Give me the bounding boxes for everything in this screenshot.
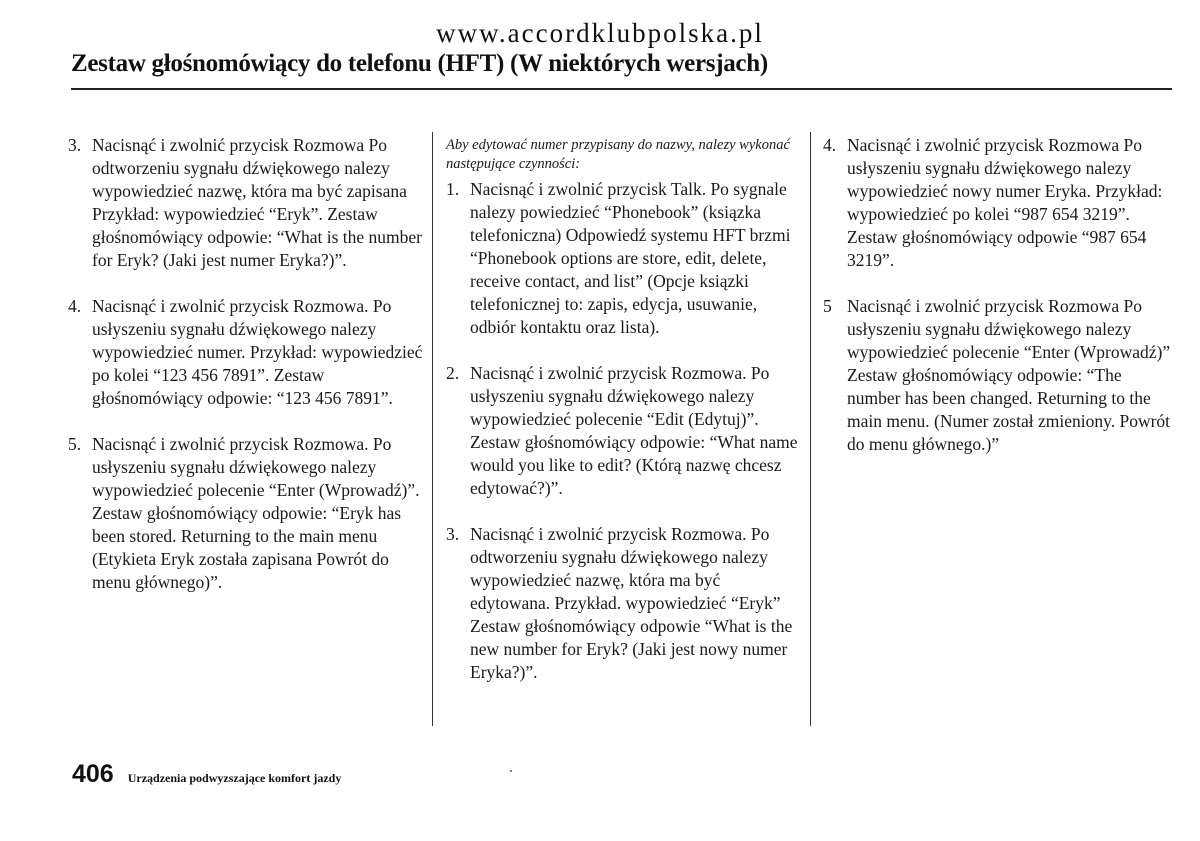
column-divider-left: [432, 132, 433, 726]
page-title: Zestaw głośnomówiący do telefonu (HFT) (W niektórych wersjach): [71, 50, 768, 77]
step-item: [68, 433, 423, 594]
step-text: Nacisnąć i zwolnić przycisk Rozmowa Po usłyszeniu sygnału dźwiękowego nalezy wypowiedzieć polecenie “Enter (Wprowadź)” Zestaw głośnomówiący odpowie: “The number has been changed. Returning to the main menu. (Numer został zmieniony. Powrót do menu głównego.)”: [847, 296, 1171, 454]
speck-mark: [510, 770, 512, 772]
step-number: 4.: [68, 296, 82, 316]
column-divider-right: [810, 132, 811, 726]
step-number: 5: [823, 296, 832, 316]
step-number: 1.: [446, 179, 460, 199]
step-text: Nacisnąć i zwolnić przycisk Rozmowa. Po usłyszeniu sygnału dźwiękowego nalezy wypowiedzieć polecenie “Enter (Wprowadź)”. Zestaw głośnomówiący odpowie: “Eryk has been stored. Returning to the main menu (Etykieta Eryk została zapisana Powrót do menu głównego)”.: [92, 434, 420, 592]
column-middle: [446, 134, 801, 707]
step-item: [823, 295, 1178, 456]
step-item: [446, 178, 801, 339]
step-number: 5.: [68, 434, 82, 454]
page-number: 406: [72, 760, 114, 788]
column-right: [823, 134, 1178, 479]
step-number: 3.: [68, 135, 82, 155]
column-left: [68, 134, 423, 617]
page-footer: [72, 760, 341, 789]
step-number: 3.: [446, 524, 460, 544]
step-text: Nacisnąć i zwolnić przycisk Rozmowa Po usłyszeniu sygnału dźwiękowego nalezy wypowiedzieć nowy numer Eryka. Przykład: wypowiedzieć po kolei “987 654 3219”. Zestaw głośnomówiący odpowie “987 654 3219”.: [847, 135, 1163, 270]
step-item: [823, 134, 1178, 272]
step-item: [68, 295, 423, 410]
step-item: [68, 134, 423, 272]
edit-intro: Aby edytować numer przypisany do nazwy, nalezy wykonać następujące czynności:: [446, 137, 790, 172]
step-number: 4.: [823, 135, 837, 155]
step-number: 2.: [446, 363, 460, 383]
step-item: [446, 362, 801, 500]
step-text: Nacisnąć i zwolnić przycisk Rozmowa. Po usłyszeniu sygnału dźwiękowego nalezy wypowiedzieć numer. Przykład: wypowiedzieć po kolei “123 456 7891”. Zestaw głośnomówiący odpowie: “123 456 7891”.: [92, 296, 423, 408]
step-text: Nacisnąć i zwolnić przycisk Talk. Po sygnale nalezy powiedzieć “Phonebook” (ksiązka telefoniczna) Odpowiedź systemu HFT brzmi “Phonebook options are store, edit, delete, receive contact, and list” (Opcje ksiązki telefonicznej to: zapis, edycja, usuwanie, odbiór kontaktu oraz lista).: [470, 179, 791, 337]
step-text: Nacisnąć i zwolnić przycisk Rozmowa. Po usłyszeniu sygnału dźwiękowego nalezy wypowiedzieć polecenie “Edit (Edytuj)”. Zestaw głośnomówiący odpowie: “What name would you like to edit? (Którą nazwę chcesz edytować?)”.: [470, 363, 798, 498]
section-name: Urządzenia podwyzszające komfort jazdy: [127, 771, 342, 785]
title-divider: [71, 88, 1172, 90]
step-item: [446, 523, 801, 684]
step-text: Nacisnąć i zwolnić przycisk Rozmowa. Po odtworzeniu sygnału dźwiękowego nalezy wypowiedzieć nazwę, która ma być edytowana. Przykład. wypowiedzieć “Eryk” Zestaw głośnomówiący odpowie “What is the new number for Eryk? (Jaki jest nowy numer Eryka?)”.: [470, 524, 793, 682]
site-url: www.accordklubpolska.pl: [436, 18, 764, 48]
step-text: Nacisnąć i zwolnić przycisk Rozmowa Po odtworzeniu sygnału dźwiękowego nalezy wypowiedzieć nazwę, która ma być zapisana Przykład: wypowiedzieć “Eryk”. Zestaw głośnomówiący odpowie: “What is the number for Eryk? (Jaki jest numer Eryka?)”.: [92, 135, 422, 270]
